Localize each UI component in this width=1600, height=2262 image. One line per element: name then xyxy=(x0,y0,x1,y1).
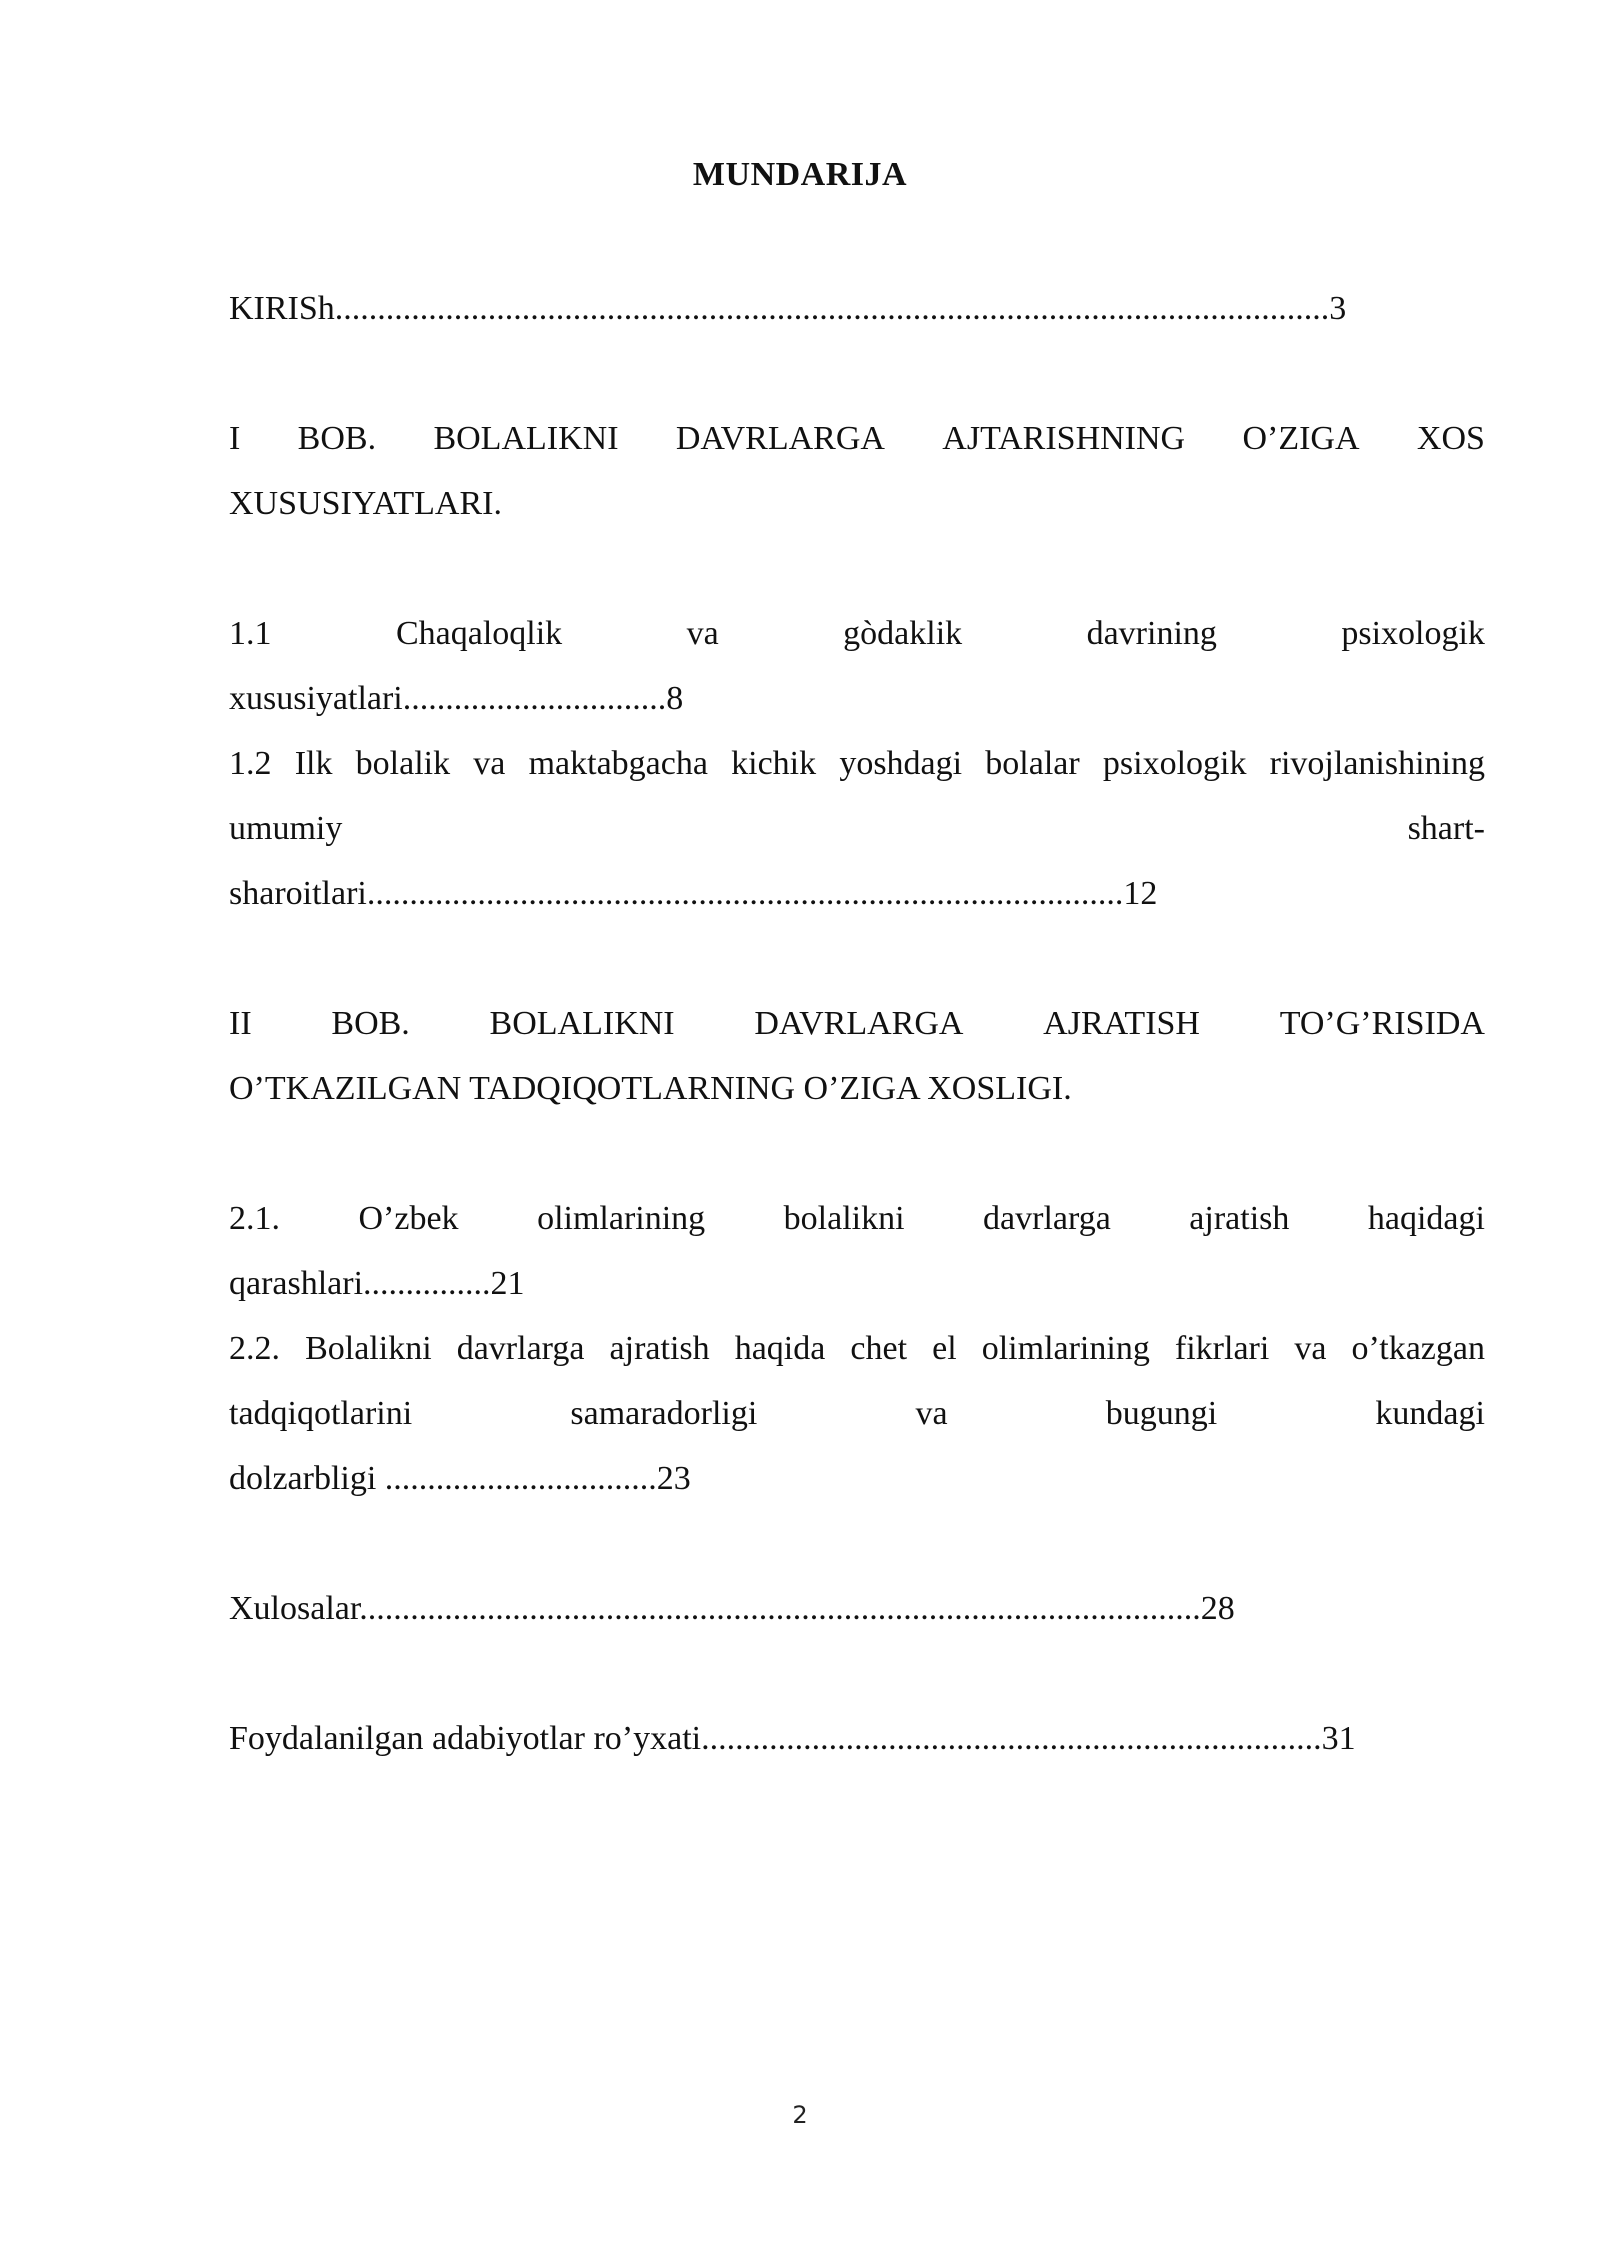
toc-entry-2-1 xyxy=(229,1186,1485,1316)
word: ajratish xyxy=(1189,1200,1290,1237)
word: I xyxy=(229,420,241,457)
word: BOLALIKNI xyxy=(489,1005,675,1042)
word: XOS xyxy=(1416,420,1485,457)
section-2-2-line1: 2.2. Bolalikni davrlarga ajratish haqida chet el olimlarining fikrlari va o’tkazgan xyxy=(229,1330,1485,1367)
word: samaradorligi xyxy=(570,1395,758,1432)
word: DAVRLARGA xyxy=(675,420,885,457)
word: AJRATISH xyxy=(1043,1005,1200,1042)
word: bolalikni xyxy=(783,1200,905,1237)
section-2-1-line2: qarashlari...............21 xyxy=(229,1265,525,1302)
toc-entry-chapter-2 xyxy=(229,991,1485,1121)
word: 1.1 xyxy=(229,615,272,652)
word: kundagi xyxy=(1375,1395,1485,1432)
toc-entry-2-2 xyxy=(229,1316,1485,1511)
word: 2.1. xyxy=(229,1200,280,1237)
word: BOB. xyxy=(297,420,377,457)
chapter-2-heading-line1 xyxy=(229,991,1485,1056)
page-number: 2 xyxy=(792,2101,808,2129)
chapter-2-heading-line2: O’TKAZILGAN TADQIQOTLARNING O’ZIGA XOSLIGI. xyxy=(229,1070,1072,1107)
section-1-2-line3: sharoitlari.........................................................................................12 xyxy=(229,875,1158,912)
toc-references-text: Foydalanilgan adabiyotlar ro’yxati.........................................................................31 xyxy=(229,1720,1356,1757)
word: AJTARISHNING xyxy=(942,420,1186,457)
section-1-1-line1 xyxy=(229,601,1485,666)
toc-entry-chapter-1 xyxy=(229,406,1485,536)
toc-entry-references xyxy=(229,1706,1485,1771)
word: BOLALIKNI xyxy=(433,420,619,457)
toc-entry-1-1 xyxy=(229,601,1485,731)
word: haqidagi xyxy=(1367,1200,1485,1237)
word: olimlarining xyxy=(537,1200,706,1237)
section-1-1-line2: xususiyatlari...............................8 xyxy=(229,680,684,717)
word: psixologik xyxy=(1341,615,1485,652)
word: BOB. xyxy=(331,1005,410,1042)
chapter-1-heading-line1 xyxy=(229,406,1485,471)
word: II xyxy=(229,1005,252,1042)
toc-conclusions-text: Xulosalar...................................................................................................28 xyxy=(229,1590,1235,1627)
section-1-2-line1: 1.2 Ilk bolalik va maktabgacha kichik yoshdagi bolalar psixologik rivojlanishining xyxy=(229,745,1485,782)
word: O’ZIGA xyxy=(1242,420,1360,457)
section-2-2-line3: dolzarbligi ................................23 xyxy=(229,1460,691,1497)
section-2-2-line2 xyxy=(229,1381,1485,1446)
word: umumiy xyxy=(229,810,343,847)
toc-intro-text: KIRISh.....................................................................................................................3 xyxy=(229,290,1347,327)
word: TO’G’RISIDA xyxy=(1279,1005,1485,1042)
toc-entry-intro xyxy=(229,276,1485,341)
word: bugungi xyxy=(1105,1395,1218,1432)
word: O’zbek xyxy=(358,1200,459,1237)
word: gòdaklik xyxy=(843,615,963,652)
word: shart- xyxy=(1407,810,1485,847)
word: tadqiqotlarini xyxy=(229,1395,413,1432)
word: davrlarga xyxy=(983,1200,1111,1237)
word: davrining xyxy=(1086,615,1217,652)
word: Chaqaloqlik xyxy=(395,615,563,652)
toc-entry-1-2 xyxy=(229,731,1485,926)
word: DAVRLARGA xyxy=(754,1005,964,1042)
toc-entry-conclusions xyxy=(229,1576,1485,1641)
page-title: MUNDARIJA xyxy=(692,156,908,193)
word: va xyxy=(686,615,719,652)
word: va xyxy=(915,1395,948,1432)
section-1-2-line2 xyxy=(229,796,1485,861)
chapter-1-heading-line2: XUSUSIYATLARI. xyxy=(229,485,502,522)
section-2-1-line1 xyxy=(229,1186,1485,1251)
